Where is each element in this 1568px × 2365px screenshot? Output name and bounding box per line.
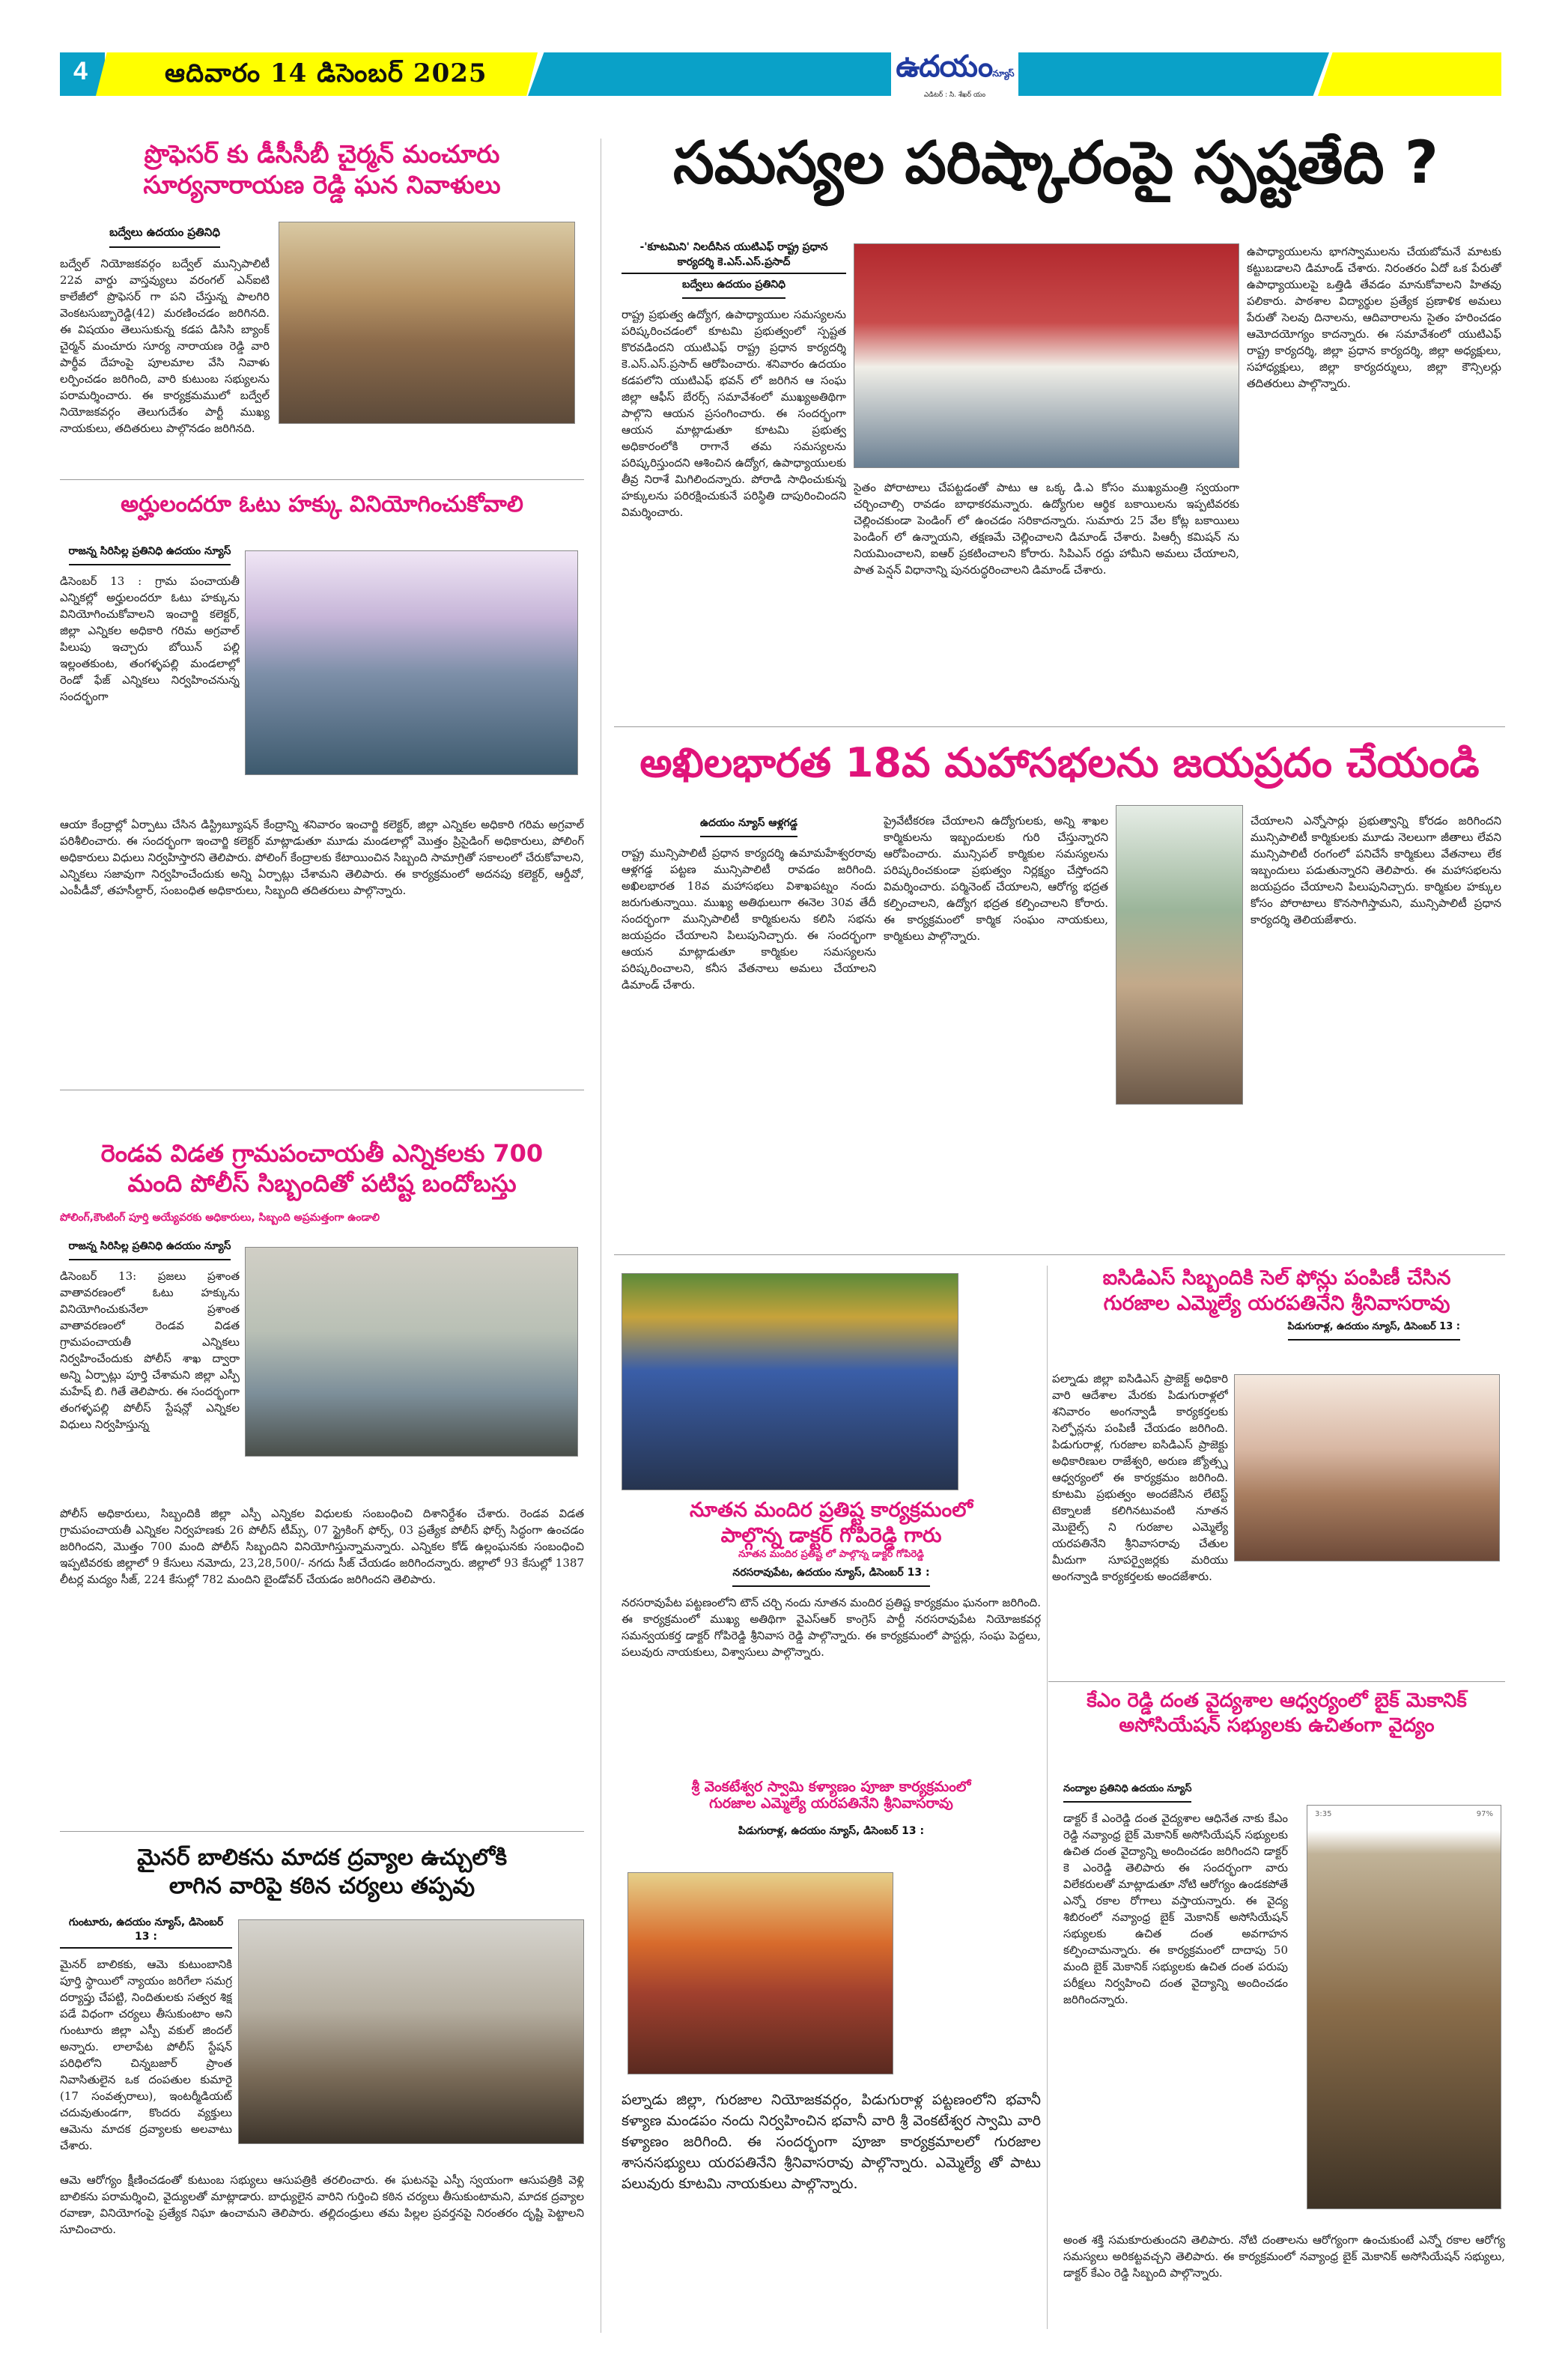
- lead-subhead: -'కూటమిని' నిలదీసిన యుటిఎఫ్ రాష్ట్ర ప్రధాన కార్యదర్శి కె.ఎస్.ఎస్.ప్రసాద్: [622, 240, 846, 274]
- article-body: డిసెంబర్ 13: ప్రజలు ప్రశాంత వాతావరణంలో ఓటు హక్కును వినియోగించుకునేలా ప్రశాంత వాతావరణంలో రెండవ విడత గ్రామపంచాయతీ ఎన్నికలు నిర్వహించేందుకు పోలీస్ శాఖ ద్వారా అన్ని ఏర్పాట్లు పూర్తి చేశామని జిల్లా ఎస్పీ మహేష్ బి. గితే తెలిపారు. ఈ సందర్భంగా తంగళ్ళపల్లి పోలీస్ స్టేషన్లో ఎన్నికల విధులు నిర్వహిస్తున్న: [60, 1269, 240, 1431]
- logo-editor-line: ఎడిటర్ : సి. శేఖర్ యం: [923, 91, 986, 99]
- divider: [1048, 1681, 1505, 1682]
- headline-line: శ్రీ వెంకటేశ్వర స్వామి కళ్యాణం పూజా కార్యక్రమంలో: [691, 1779, 971, 1795]
- lead-column-2: సైతం పోరాటాలు చేపట్టడంతో పాటు ఆ ఒక్క డి.ఎ కోసం ముఖ్యమంత్రి స్వయంగా చర్చించాల్సి రావడం బాధాకరమన్నారు. ఉద్యోగుల ఆర్థిక బకాయిలను ఇప్పటివరకు చెల్లించకుండా పెండింగ్ లో ఉంచడం సరికాదన్నారు. సుమారు 25 వేల కోట్ల బకాయిలు పెండింగ్ లో ఉన్నాయని, తక్షణమే చెల్లించాలని డిమాండ్ చేశారు. పిఆర్సీ కమిషన్ ను నియమించాలని, ఐఆర్ ప్రకటించాలని కోరారు. సిపిఎస్ రద్దు హామీని అమలు చేయాలని, పాత పెన్షన్ విధానాన్ని పునరుద్ధరించాలని డిమాండ్ చేశారు.: [854, 481, 1239, 577]
- article-byline: రాజన్న సిరిసిల్ల ప్రతినిధి ఉదయం న్యూస్: [69, 545, 231, 565]
- headline-line: పాల్గొన్న డాక్టర్ గోపిరెడ్డి గారు: [720, 1523, 942, 1547]
- article-phones: [1048, 1266, 1505, 1348]
- article-temple: [622, 1498, 1041, 1714]
- divider: [60, 479, 584, 480]
- mahasabha-photo: [1116, 805, 1243, 1105]
- lead-column-3: ఉపాధ్యాయులను భాగస్వాములను చేయబోమనే మాటకు కట్టుబడాలని డిమాండ్ చేశారు. నిరంతరం ఏదో ఒక పేరుతో ఉపాధ్యాయులపై ఒత్తిడి తేవడం మానుకోవాలని హితవు పలికారు. పాఠశాల విద్యార్థుల ప్రత్యేక ప్రణాళిక అమలు పేరుతో సెలవు దినాలను, ఆదివారాలను సైతం హరించడం ఆమోదయోగ్యం కాదన్నారు. ఈ సమావేశంలో యుటిఎఫ్ రాష్ట్ర కార్యదర్శి, జిల్లా ప్రధాన కార్యదర్శి, జిల్లా అధ్యక్షులు, సహాధ్యక్షులు, జిల్లా కార్యదర్శులు, జిల్లా కౌన్సిలర్లు తదితరులు పాల్గొన్నారు.: [1247, 245, 1501, 390]
- kalyanam-photo: [627, 1872, 893, 2074]
- article-headline: అర్హులందరూ ఓటు హక్కు వినియోగించుకోవాలి: [121, 491, 523, 517]
- mahasabha-column-3: చేయాలని ఎన్నోసార్లు ప్రభుత్వాన్ని కోరడం జరిగిందని మున్సిపాలిటీ కార్మికులకు మూడు నెలలుగా జీతాలు లేవని మున్సిపాలిటీ రంగంలో పనిచేసే కార్మికులు వేతనాలు లేక ఇబ్బందులు పడుతున్నారని తెలిపారు. ఈ మహాసభలను జయప్రదం చేయాలని పిలుపునిచ్చారు. కార్మికుల హక్కుల కోసం పోరాటాలు కొనసాగిస్తామని, మున్సిపాలిటీ ప్రధాన కార్యదర్శి తెలియజేశారు.: [1251, 814, 1501, 926]
- article-body: నరసరావుపేట పట్టణంలోని టౌన్ చర్చి నందు నూతన మందిర ప్రతిష్ట కార్యక్రమం ఘనంగా జరిగింది. ఈ కార్యక్రమంలో ముఖ్య అతిథిగా వైఎస్ఆర్ కాంగ్రెస్ పార్టీ నరసరావుపేట నియోజకవర్గ సమన్వయకర్త డాక్టర్ గోపిరెడ్డి శ్రీనివాస రెడ్డి పాల్గొన్నారు. ఈ కార్యక్రమంలో పాస్టర్లు, సంఘ పెద్దలు, పలువురు నాయకులు, విశ్వాసులు పాల్గొన్నారు.: [622, 1595, 1041, 1659]
- divider: [614, 1254, 1505, 1255]
- issue-date: ఆదివారం 14 డిసెంబర్ 2025: [165, 58, 487, 88]
- logo-text: ఉదయం: [896, 49, 993, 84]
- logo-wordmark: [891, 49, 1018, 91]
- headline-line: మంది పోలీస్ సిబ్బందితో పటిష్ట బందోబస్తు: [127, 1169, 517, 1197]
- lead-photo: [854, 243, 1239, 468]
- article-lead: [614, 127, 1498, 201]
- voting-body-continued: ఆయా కేంద్రాల్లో ఏర్పాటు చేసిన డిస్ట్రిబ్యూషన్ కేంద్రాన్ని శనివారం ఇంచార్జి కలెక్టర్, జిల్లా ఎన్నికల అధికారి గరిమ అగ్రవాల్ పరిశీలించారు. ఈ సందర్భంగా ఇంచార్జి కలెక్టర్ మాట్లాడుతూ మూడు మండలాల్లో మొత్తం ప్రిసైడింగ్ అధికారులు, పోలింగ్ అధికారులు విధులు నిర్వహిస్తారని తెలిపారు. పోలింగ్ కేంద్రాలకు కేటాయించిన సిబ్బంది సామాగ్రితో సకాలంలో చేరుకోవాలని, ఎన్నికలు సజావుగా నిర్వహించేందుకు అన్ని ఏర్పాట్లు చేశామని తెలిపారు. ఈ కార్యక్రమంలో అదనపు కలెక్టర్, ఆర్డీవో, ఎంపీడీవో, తహసీల్దార్, సంబంధిత అధికారులు, సిబ్బంది తదితరులు పాల్గొన్నారు.: [60, 818, 584, 897]
- divider: [614, 726, 1505, 727]
- headline-line: గురజాల ఎమ్మెల్యే యరపతినేని శ్రీనివాసరావు: [709, 1795, 953, 1812]
- article-byline: నంద్యాల ప్రతినిధి ఉదయం న్యూస్: [1063, 1783, 1191, 1803]
- article-subhead: పోలింగ్,కౌంటింగ్ పూర్తి అయ్యేవరకు అధికారులు, సిబ్బంది అప్రమత్తంగా ఉండాలి: [60, 1212, 380, 1224]
- headline-line: గురజాల ఎమ్మెల్యే యరపతినేని శ్రీనివాసరావు: [1103, 1291, 1450, 1315]
- dental-body-continued: అంత శక్తి సమకూరుతుందని తెలిపారు. నోటి దంతాలను ఆరోగ్యంగా ఉంచుకుంటే ఎన్నో రకాల ఆరోగ్య సమస్యలు అరికట్టవచ్చని తెలిపారు. ఈ కార్యక్రమంలో నవ్యాంధ్ర బైక్ మెకానిక్ అసోసియేషన్ సభ్యులు, డాక్టర్ కేఎం రెడ్డి సిబ్బంది పాల్గొన్నారు.: [1063, 2233, 1505, 2280]
- newspaper-logo[interactable]: [891, 49, 1018, 99]
- article-dental: [1048, 1689, 1505, 1737]
- minor-column: [60, 1912, 232, 2196]
- headline-line: సూర్యనారాయణ రెడ్డి ఘన నివాళులు: [143, 170, 501, 200]
- phones-photo: [1234, 1374, 1500, 1561]
- masthead-yellow-band-right: [1318, 52, 1501, 96]
- phone-status-battery: 97%: [1476, 1810, 1493, 1818]
- voting-column: [60, 541, 240, 828]
- headline-line: రెండవ విడత గ్రామపంచాయతీ ఎన్నికలకు 700: [100, 1139, 544, 1168]
- article-headline: [1048, 1266, 1505, 1317]
- article-byline: రాజన్న సిరిసిల్ల ప్రతినిధి ఉదయం న్యూస్: [69, 1240, 231, 1260]
- phones-body: పల్నాడు జిల్లా ఐసిడిఎస్ ప్రాజెక్ట్ అధికారి వారి ఆదేశాల మేరకు పిడుగురాళ్లలో శనివారం అంగన్వాడీ కార్యకర్తలకు సెల్ఫోన్లను పంపిణీ చేయడం జరిగింది. పిడుగురాళ్ల, గురజాల ఐసిడిఎస్ ప్రాజెక్టు అధికారిణుల రాజేశ్వరి, అరుణ జ్యోత్స్న ఆధ్వర్యంలో ఈ కార్యక్రమం జరిగింది. కూటమి ప్రభుత్వం అందజేసిన లేటెస్ట్ టెక్నాలజీ కలిగినటువంటి నూతన మొబైల్స్ ని గురజాల ఎమ్మెల్యే యరపతినేని శ్రీనివాసరావు చేతుల మీదుగా సూపర్వైజర్లకు మరియు అంగన్వాడి కార్యకర్తలకు అందజేశారు.: [1052, 1372, 1228, 1583]
- article-police: [60, 1138, 584, 1226]
- police-photo: [245, 1247, 578, 1457]
- logo-suffix: న్యూస్: [992, 68, 1014, 79]
- article-body: రాష్ట్ర ప్రభుత్వ ఉద్యోగ, ఉపాధ్యాయుల సమస్యలను పరిష్కరించడంలో కూటమి ప్రభుత్వంలో స్పష్టత కొరవడిందని యుటిఎఫ్ రాష్ట్ర ప్రధాన కార్యదర్శి కె.ఎస్.ఎస్.ప్రసాద్ ఆరోపించారు. శనివారం ఉదయం కడపలోని యుటిఎఫ్ భవన్ లో జరిగిన ఆ సంఘ జిల్లా ఆఫీస్ బేరర్స్ సమావేశంలో ముఖ్యఅతిథిగా పాల్గొని ఆయన ప్రసంగించారు. ఈ సందర్భంగా ఆయన మాట్లాడుతూ కూటమి ప్రభుత్వ అధికారంలోకి రాగానే తమ సమస్యలను పరిష్కరిస్తుందని ఆశించిన ఉద్యోగ, ఉపాధ్యాయులకు తీవ్ర నిరాశే మిగిలిందన్నారు. పోరాడి సాధించుకున్న హక్కులను పరిరక్షించుకునే పరిస్థితి దాపురించిందని విమర్శించారు.: [622, 308, 846, 519]
- article-byline: బద్వేలు ఉదయం ప్రతినిధి: [109, 225, 220, 248]
- article-headline: [622, 1779, 1041, 1812]
- headline-line: ఐసిడిఎస్ సిబ్బందికి సెల్ ఫోన్లు పంపిణీ చేసిన: [1102, 1266, 1451, 1290]
- article-minor: [60, 1844, 584, 1900]
- article-body: డిసెంబర్ 13 : గ్రామ పంచాయతీ ఎన్నికల్లో అర్హులందరూ ఓటు హక్కును వినియోగించుకోవాలని ఇంచార్జి కలెక్టర్, జిల్లా ఎన్నికల అధికారి గరిమ అగ్రవాల్ పిలుపు ఇచ్చారు బోయిన్ పల్లి ఇల్లంతకుంట, తంగళ్ళపల్లి మండలాల్లో రెండో ఫేజ్ ఎన్నికలు నిర్వహించనున్న సందర్భంగా: [60, 574, 240, 703]
- lead-byline: బద్వేలు ఉదయం ప్రతినిధి: [682, 279, 785, 299]
- article-headline: [60, 1844, 584, 1900]
- article-subhead: నూతన మందిర ప్రతిష్ట లో పాల్గొన్న డాక్టర్ గోపిరెడ్డి: [738, 1548, 924, 1560]
- phone-status-bar: [1315, 1810, 1493, 1821]
- article-byline: ఉదయం న్యూస్ ఆళ్లగడ్డ: [700, 817, 797, 837]
- article-condolence: [60, 139, 584, 201]
- article-dateline: పిడుగురాళ్ల, ఉదయం న్యూస్, డిసెంబర్ 13 :: [738, 1825, 925, 1837]
- article-body: బద్వేల్ నియోజకవర్గం బద్వేల్ మున్సిపాలిటీ 22వ వార్డు వాస్తవ్యులు వరంగల్ ఎన్ఐటి కాలేజీలో ప్రొఫెసర్ గా పని చేస్తున్న పాలగిరి వెంకటసుబ్బారెడ్డి(42) మరణించడం జరిగినది. ఈ విషయం తెలుసుకున్న కడప డిసిసి బ్యాంక్ చైర్మన్ మంచూరు సూర్య నారాయణ రెడ్డి వారి పార్థీవ దేహంపై పూలమాల వేసి నివాళు లర్పించడం జరిగింది, వారి కుటుంబ సభ్యులను పరామర్శించారు. ఈ కార్యక్రమములో బద్వేల్ నియోజకవర్గం తెలుగుదేశం పార్టీ ముఖ్య నాయకులు, తదితరులు పాల్గొనడం జరిగినది.: [60, 257, 270, 435]
- dental-column: [1063, 1779, 1288, 2222]
- voting-photo: [245, 550, 578, 775]
- article-dateline: నరసరావుపేట, ఉదయం న్యూస్, డిసెంబర్ 13 :: [732, 1567, 929, 1587]
- headline-line: అసోసియేషన్ సభ్యులకు ఉచితంగా వైద్యం: [1119, 1713, 1435, 1737]
- article-headline: [1048, 1689, 1505, 1737]
- article-body: డాక్టర్ కే ఎంరెడ్డి దంత వైద్యశాల ఆధినేత నాకు కేఎం రెడ్డి నవ్యాంధ్ర బైక్ మెకానిక్ అసోసియేషన్ సభ్యులకు ఉచిత దంత వైద్యాన్ని అందించడం జరిగిందని డాక్టర్ కె ఎంరెడ్డి తెలిపారు ఈ సందర్భంగా వారు విలేకరులతో మాట్లాడుతూ నోటి ఆరోగ్యం ఉండకపోతే ఎన్నో రకాల రోగాలు వస్తాయన్నారు. ఈ వైద్య శిబిరంలో నవ్యాంధ్ర బైక్ మెకానిక్ అసోసియేషన్ సభ్యులకు ఉచిత దంత అవగాహన కల్పించామన్నారు. ఈ కార్యక్రమంలో దాదాపు 50 మంది బైక్ మెకానిక్ సభ్యులకు ఉచిత దంత పరుపు పరీక్షలు నిర్వహించి దంత వైద్యాన్ని అందించడం జరిగిందన్నారు.: [1063, 1812, 1288, 2006]
- article-kalyanam: [622, 1779, 1041, 1839]
- temple-photo: [622, 1273, 958, 1490]
- mahasabha-column-2: ప్రైవేటీకరణ చేయాలని ఉద్యోగులకు, అన్ని శాఖల కార్మికులను ఇబ్బందులకు గురి చేస్తున్నారని ఆరోపించారు. మున్సిపల్ కార్మికుల సమస్యలను పరిష్కరించకుండా ప్రభుత్వం నిర్లక్ష్యం చేస్తోందని విమర్శించారు. పర్మినెంట్ చేయాలని, ఆరోగ్య భద్రత కల్పించాలని, ఉద్యోగ భద్రత కల్పించాలని కోరారు. ఈ కార్యక్రమంలో కార్మిక సంఘం నాయకులు, కార్మికులు పాల్గొన్నారు.: [884, 814, 1108, 943]
- article-headline: [622, 1498, 1041, 1549]
- headline-line: లాగిన వారిపై కఠిన చర్యలు తప్పవు: [168, 1872, 475, 1899]
- article-headline: అఖిలభారత 18వ మహాసభలను జయప్రదం చేయండి: [639, 739, 1480, 786]
- lead-column-1: [622, 240, 846, 726]
- lead-headline: సమస్యల పరిష్కారంపై స్పష్టతేది ?: [673, 130, 1438, 197]
- police-column: [60, 1236, 240, 1493]
- condolence-photo: [279, 222, 575, 424]
- masthead: [60, 49, 1501, 99]
- headline-line: కేఎం రెడ్డి దంత వైద్యశాల ఆధ్వర్యంలో బైక్ మెకానిక్: [1087, 1689, 1467, 1712]
- article-body: రాష్ట్ర మున్సిపాలిటీ ప్రధాన కార్యదర్శి ఉమామహేశ్వరరావు ఆళ్లగడ్డ పట్టణ మున్సిపాలిటీ రావడం జరిగింది. అఖిలభారత 18వ మహాసభలు విశాఖపట్నం నందు జరుగుతున్నాయి. ముఖ్య అతిథులుగా ఈనెల 30వ తేదీ సందర్భంగా మున్సిపాలిటీ కార్మికులను కలిసి సభను జయప్రదం చేయాలని పిలుపునిచ్చారు. ఈ సందర్భంగా ఆయన మాట్లాడుతూ కార్మికుల సమస్యలను పరిష్కరించాలని, కనీస వేతనాలు అమలు చేయాలని డిమాండ్ చేశారు.: [622, 846, 876, 992]
- article-headline: [60, 1138, 584, 1198]
- headline-line: నూతన మందిర ప్రతిష్ట కార్యక్రమంలో: [690, 1499, 973, 1522]
- dental-photo: [1307, 1805, 1501, 2209]
- column-divider: [1047, 1266, 1048, 2329]
- article-dateline: గుంటూరు, ఉదయం న్యూస్, డిసెంబర్ 13 :: [60, 1916, 232, 1949]
- phone-status-time: 3:35: [1315, 1810, 1332, 1818]
- headline-line: మైనర్ బాలికను మాదక ద్రవ్యాల ఉచ్చులోకి: [136, 1845, 508, 1871]
- article-voting: [60, 491, 584, 519]
- divider: [60, 1831, 584, 1832]
- article-dateline: పిడుగురాళ్ల, ఉదయం న్యూస్, డిసెంబర్ 13 :: [1288, 1321, 1461, 1341]
- page-number: 4: [73, 57, 88, 85]
- condolence-column: [60, 221, 270, 503]
- police-body-continued: పోలీస్ అధికారులు, సిబ్బందికి జిల్లా ఎస్పీ ఎన్నికల విధులకు సంబంధించి దిశానిర్దేశం చేశారు. రెండవ విడత గ్రామపంచాయతీ ఎన్నికల నిర్వహణకు 26 పోలీస్ టీమ్స్, 07 స్ట్రైకింగ్ ఫోర్స్, 03 ప్రత్యేక పోలీస్ ఫోర్స్ సిద్ధంగా ఉంచడం జరిగిందని, మొత్తం 700 మంది పోలీస్ సిబ్బందిని వినియోగిస్తున్నామన్నారు. ఎన్నికల కోడ్ ఉల్లంఘనకు సంబంధించి ఇప్పటివరకు జిల్లాలో 9 కేసులు నమోదు, 23,28,500/- నగదు సీజ్ చేయడం జరిగిందన్నారు. జిల్లాలో 93 కేసుల్లో 1387 లీటర్ల మద్యం సీజ్, 224 కేసుల్లో 782 మందిని బైండోవర్ చేయడం జరిగిందని తెలిపారు.: [60, 1507, 584, 1586]
- article-body: మైనర్ బాలికకు, ఆమె కుటుంబానికి పూర్తి స్థాయిలో న్యాయం జరిగేలా సమగ్ర దర్యాప్తు చేపట్టి, నిందితులకు సత్వర శిక్ష పడే విధంగా చర్యలు తీసుకుంటాం అని గుంటూరు జిల్లా ఎస్పీ వకుల్ జిందల్ అన్నారు. లాలాపేట పోలీస్ స్టేషన్ పరిధిలోని చిన్నబజార్ ప్రాంత నివాసితులైన ఒక దంపతుల కుమారై (17 సంవత్సరాలు), ఇంటర్మీడియట్ చదువుతుండగా, కొందరు వ్యక్తులు ఆమెను మాదక ద్రవ్యాలకు అలవాటు చేశారు.: [60, 1958, 232, 2152]
- kalyanam-body: పల్నాడు జిల్లా, గురజాల నియోజకవర్గం, పిడుగురాళ్ల పట్టణంలోని భవానీ కళ్యాణ మండపం నందు నిర్వహించిన భవానీ వారి శ్రీ వెంకటేశ్వర స్వామి వారి కళ్యాణం జరిగింది. ఈ సందర్భంగా పూజా కార్యక్రమాలలో గురజాల శాసనసభ్యులు యరపతినేని శ్రీనివాసరావు పాల్గొన్నారు. ఎమ్మెల్యే తో పాటు పలువురు కూటమి నాయకులు పాల్గొన్నారు.: [622, 2092, 1041, 2192]
- headline-line: ప్రొఫెసర్ కు డీసీసీబీ చైర్మన్ మంచూరు: [144, 139, 500, 169]
- article-mahasabha: [614, 738, 1505, 789]
- mahasabha-column-1: [622, 813, 876, 1234]
- minor-photo: [238, 1919, 584, 2144]
- minor-body-continued: ఆమె ఆరోగ్యం క్షీణించడంతో కుటుంబ సభ్యులు ఆసుపత్రికి తరలించారు. ఈ ఘటనపై ఎస్పీ స్వయంగా ఆసుపత్రికి వెళ్లి బాలికను పరామర్శించి, వైద్యులతో మాట్లాడారు. బాధ్యులైన వారిని గుర్తించి కఠిన చర్యలు తీసుకుంటామని, మాదక ద్రవ్యాల రవాణా, వినియోగంపై ప్రత్యేక నిఘా ఉంచామని తెలిపారు. తల్లిదండ్రులు తమ పిల్లల ప్రవర్తనపై నిరంతరం దృష్టి పెట్టాలని సూచించారు.: [60, 2173, 584, 2236]
- article-headline: [60, 139, 584, 201]
